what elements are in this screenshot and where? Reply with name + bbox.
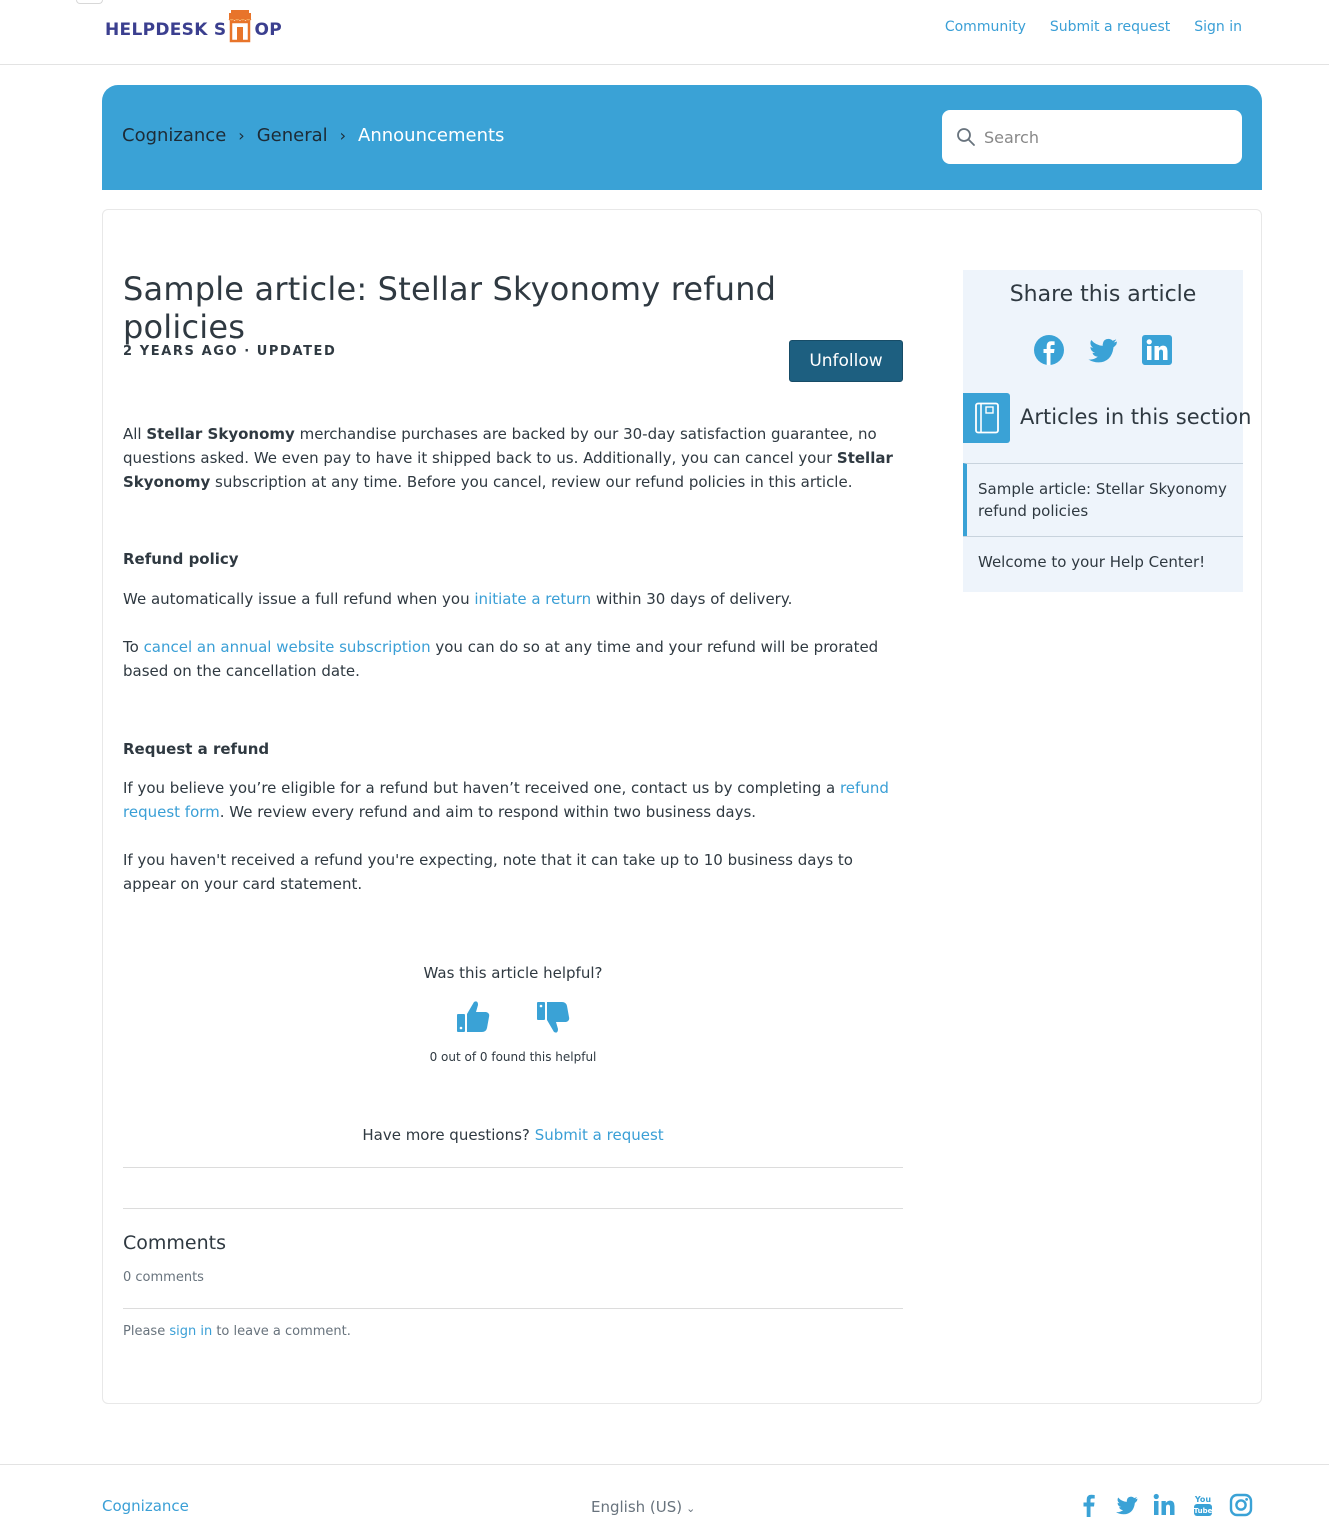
page-footer: [0, 1464, 1329, 1540]
refund-policy-heading: Refund policy: [123, 550, 239, 568]
meta-separator: ·: [244, 344, 251, 359]
refund-request-form-link[interactable]: refund request form: [123, 779, 889, 821]
article-updated-label: UPDATED: [256, 344, 337, 359]
cancel-subscription-paragraph: [123, 635, 903, 683]
skip-link-tab[interactable]: [76, 0, 103, 4]
p3-text-1: To: [123, 638, 144, 656]
breadcrumb-cognizance[interactable]: Cognizance: [122, 125, 227, 146]
p3-text-2: you can do so at any time and your refund will be prorated based on the cancellation date.: [123, 638, 879, 680]
nav-sign-in-link[interactable]: Sign in: [1194, 19, 1242, 35]
intro-bold-brand-2: Stellar Skyonomy: [123, 449, 893, 491]
thumbs-down-icon[interactable]: [534, 998, 572, 1036]
submit-request-link[interactable]: Submit a request: [534, 1126, 664, 1144]
nav-community-link[interactable]: Community: [944, 19, 1026, 35]
article-card: [102, 209, 1262, 1404]
articles-in-section-heading: Articles in this section: [1020, 405, 1252, 429]
divider: [123, 1208, 903, 1209]
comment-sign-in-link[interactable]: sign in: [169, 1324, 213, 1339]
youtube-icon[interactable]: [1191, 1493, 1215, 1517]
p4-text-2: . We review every refund and aim to respond within two business days.: [219, 803, 757, 821]
breadcrumb-separator-icon: ›: [238, 126, 245, 145]
p2-text-2: within 30 days of delivery.: [591, 590, 793, 608]
chevron-down-icon: ⌄: [686, 1502, 696, 1515]
linkedin-icon[interactable]: [1153, 1493, 1177, 1517]
section-article-item[interactable]: Sample article: Stellar Skyonomy refund policies: [963, 463, 1243, 536]
svg-text:You: You: [1194, 1495, 1212, 1504]
twitter-icon[interactable]: [1087, 334, 1119, 366]
twitter-icon[interactable]: [1115, 1493, 1139, 1517]
share-heading: Share this article: [1009, 282, 1197, 307]
breadcrumb-separator-icon: ›: [339, 126, 347, 145]
more-questions-label: Have more questions?: [362, 1126, 530, 1144]
refund-policy-paragraph: [123, 587, 903, 611]
comments-count: 0 comments: [123, 1270, 204, 1285]
nav-submit-request-link[interactable]: Submit a request: [1049, 19, 1171, 35]
logo-wordmark: HELPDESK S OP: [105, 13, 282, 47]
instagram-icon[interactable]: [1229, 1493, 1253, 1517]
share-icons: [963, 334, 1243, 366]
thumbs-up-icon[interactable]: [454, 998, 492, 1036]
breadcrumb: [122, 125, 504, 146]
refund-timing-paragraph: If you haven't received a refund you're expecting, note that it can take up to 10 business days to appear on your card statement.: [123, 851, 853, 893]
signin-note-text-1: Please: [123, 1324, 170, 1339]
intro-text-3: subscription at any time. Before you cancel, review our refund policies in this article.: [210, 473, 853, 491]
breadcrumb-announcements[interactable]: Announcements: [358, 125, 505, 146]
footer-social-links: [1077, 1493, 1253, 1517]
intro-bold-brand-1: Stellar Skyonomy: [146, 425, 295, 443]
top-header: [0, 0, 1329, 65]
article-title: Sample article: Stellar Skyonomy refund policies: [123, 270, 777, 346]
breadcrumb-general[interactable]: General: [256, 125, 328, 146]
more-questions: [123, 1126, 903, 1144]
section-article-list: [963, 463, 1243, 587]
vote-buttons: [123, 998, 903, 1036]
unfollow-button[interactable]: Unfollow: [789, 340, 903, 382]
facebook-icon[interactable]: [1033, 334, 1065, 366]
footer-brand-link[interactable]: Cognizance: [102, 1497, 189, 1515]
facebook-icon[interactable]: [1077, 1493, 1101, 1517]
language-label: English (US): [591, 1498, 683, 1516]
article-age: 2 YEARS AGO: [123, 344, 239, 359]
vote-count: 0 out of 0 found this helpful: [429, 1050, 597, 1064]
search-input[interactable]: [984, 128, 1224, 147]
section-article-item[interactable]: Welcome to your Help Center!: [963, 536, 1243, 587]
p4-text-1: If you believe you’re eligible for a refund but haven’t received one, contact us by completing a: [123, 779, 840, 797]
vote-question: Was this article helpful?: [423, 964, 603, 982]
hero-banner: [102, 85, 1262, 190]
helpdesk-shop-logo[interactable]: [105, 12, 282, 48]
article-vote: [123, 964, 903, 1064]
request-refund-heading: Request a refund: [123, 740, 270, 758]
intro-text-2: merchandise purchases are backed by our 30-day satisfaction guarantee, no questions asked. We even pay to have it shipped back to us. Additionally, you can cancel your: [123, 425, 877, 467]
initiate-return-link[interactable]: initiate a return: [474, 590, 592, 608]
p2-text-1: We automatically issue a full refund when you: [123, 590, 475, 608]
notebook-icon: [963, 393, 1010, 443]
request-refund-paragraph: [123, 776, 903, 824]
storefront-logo-icon: [227, 9, 253, 43]
divider: [123, 1308, 903, 1309]
intro-text-1: All: [123, 425, 147, 443]
article-meta: [123, 344, 336, 359]
search-icon: [956, 127, 976, 147]
svg-text:Tube: Tube: [1193, 1507, 1213, 1515]
language-selector[interactable]: [591, 1498, 695, 1516]
comments-heading: Comments: [123, 1232, 226, 1254]
article-main: [123, 270, 903, 1339]
top-navigation: [945, 19, 1242, 35]
search-box[interactable]: [942, 110, 1242, 164]
divider: [123, 1167, 903, 1168]
comment-signin-note: [123, 1324, 351, 1339]
intro-paragraph: [123, 422, 903, 494]
cancel-subscription-link[interactable]: cancel an annual website subscription: [143, 638, 431, 656]
signin-note-text-2: to leave a comment.: [212, 1324, 351, 1339]
article-sidebar: [963, 270, 1252, 592]
linkedin-icon[interactable]: [1141, 334, 1173, 366]
